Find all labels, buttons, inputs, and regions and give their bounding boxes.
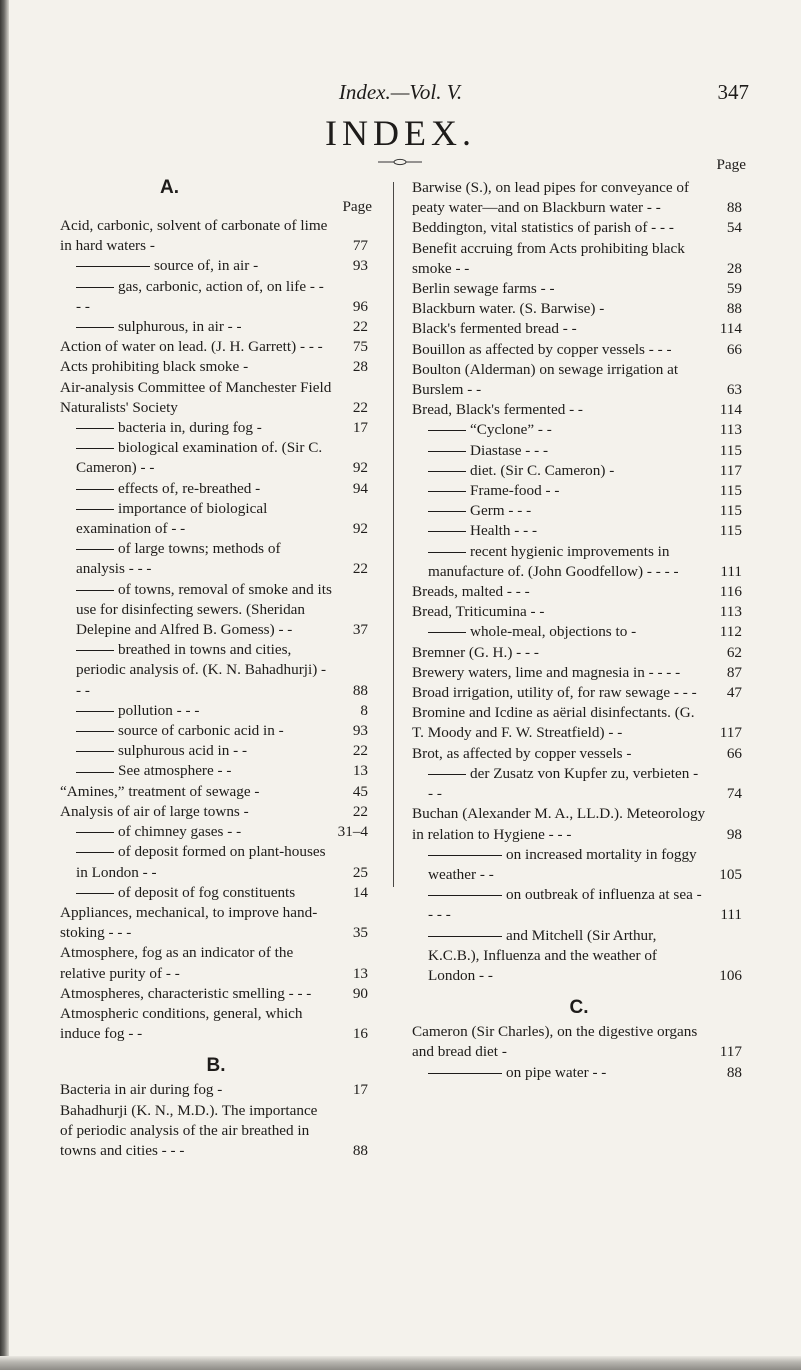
entry-text <box>412 744 706 764</box>
entry-page: 45 <box>352 782 368 800</box>
entry-heading: Boulton (Alderman) on sewage irrigation at Burslem - - <box>412 360 679 399</box>
entry-text <box>60 842 332 882</box>
entry-page: 96 <box>352 297 368 315</box>
entry-heading: sulphurous acid in - - <box>118 742 248 760</box>
ditto-dash <box>76 832 114 833</box>
entry-text <box>60 984 332 1004</box>
entry-page: 117 <box>719 461 742 479</box>
entry-heading: on outbreak of influenza at sea - - - - <box>428 886 702 924</box>
ditto-dash <box>428 471 466 472</box>
running-title: Index.—Vol. V. <box>338 80 463 104</box>
index-entry <box>412 400 746 420</box>
index-entry <box>412 441 746 461</box>
section-heading-b: B. <box>206 1055 226 1077</box>
entry-heading: Health - - - <box>470 522 538 540</box>
entry-page: 88 <box>352 681 368 699</box>
entry-text <box>412 804 706 844</box>
index-entry <box>60 256 372 276</box>
entry-heading: Broad irrigation, utility of, for raw sewage - - - <box>412 684 697 702</box>
entries-c <box>412 1022 746 1083</box>
page-number: 347 <box>717 80 749 104</box>
entries-a <box>60 216 372 1044</box>
entry-page: 115 <box>719 502 742 520</box>
entry-page: 62 <box>726 643 742 661</box>
entry-heading: of deposit of fog constituents <box>118 883 296 901</box>
index-entry <box>412 845 746 885</box>
index-entry <box>412 1063 746 1083</box>
entry-text <box>412 360 706 400</box>
entry-text <box>412 299 706 319</box>
entry-heading: der Zusatz von Kupfer zu, verbieten - - - <box>428 764 699 803</box>
entry-text <box>60 378 332 418</box>
ditto-dash <box>428 855 502 856</box>
entry-text <box>412 340 706 360</box>
entry-text <box>60 337 332 357</box>
index-entry <box>412 926 746 987</box>
entry-heading: importance of biological examination of - - <box>76 499 268 538</box>
entry-text <box>60 216 332 256</box>
ditto-dash <box>76 772 114 773</box>
entry-text <box>412 218 706 238</box>
index-entry <box>60 499 372 539</box>
ditto-dash <box>428 491 466 492</box>
right-column <box>412 156 746 1083</box>
entry-page: 22 <box>352 318 368 336</box>
index-entry <box>412 299 746 319</box>
index-entry <box>412 461 746 481</box>
entry-text <box>412 542 706 582</box>
entry-heading: Appliances, mechanical, to improve hand-stoking - - - <box>60 903 318 942</box>
entry-page: 88 <box>726 199 742 217</box>
index-entry <box>412 340 746 360</box>
ditto-dash <box>428 1073 502 1074</box>
entry-heading: gas, carbonic, action of, on life - - - - <box>76 277 324 315</box>
index-entry <box>412 178 746 218</box>
entry-text <box>60 418 332 438</box>
entry-page: 47 <box>726 684 742 702</box>
entry-page: 14 <box>352 883 368 901</box>
entry-text <box>60 580 332 641</box>
index-entry <box>412 703 746 743</box>
entry-page: 87 <box>726 663 742 681</box>
index-entry <box>60 357 372 377</box>
entry-heading: breathed in towns and cities, periodic analysis of. (K. N. Bahadhurji) - - - <box>76 641 327 699</box>
entry-page: 116 <box>719 583 742 601</box>
ditto-dash <box>428 774 466 775</box>
entry-heading: Action of water on lead. (J. H. Garrett) - - - <box>60 338 323 356</box>
entry-text <box>412 501 706 521</box>
entry-page: 17 <box>352 419 368 437</box>
index-entry <box>60 701 372 721</box>
index-entry <box>412 744 746 764</box>
entry-heading: recent hygienic improvements in manufacture of. (John Goodfellow) - - - - <box>428 542 679 580</box>
ditto-dash <box>76 852 114 853</box>
entry-heading: Analysis of air of large towns - <box>60 802 249 820</box>
ditto-dash <box>76 650 114 651</box>
entry-heading: Bremner (G. H.) - - - <box>412 643 539 661</box>
index-entry <box>412 1022 746 1062</box>
index-entry <box>60 1101 372 1162</box>
entry-page: 93 <box>352 257 368 275</box>
entry-text <box>60 903 332 943</box>
entry-heading: effects of, re-breathed - <box>118 479 261 497</box>
entry-text <box>412 663 706 683</box>
entry-heading: Brot, as affected by copper vessels - <box>412 744 632 762</box>
ditto-dash <box>76 327 114 328</box>
entry-text <box>60 357 332 377</box>
entry-text <box>412 845 706 885</box>
entry-text <box>60 539 332 579</box>
entry-text <box>412 461 706 481</box>
entry-text <box>412 643 706 663</box>
index-entry <box>60 317 372 337</box>
entry-page: 114 <box>719 320 742 338</box>
ditto-dash <box>76 751 114 752</box>
entry-page: 28 <box>352 358 368 376</box>
entry-text <box>60 277 332 317</box>
entry-page: 106 <box>719 966 742 984</box>
index-entry <box>412 683 746 703</box>
entry-heading: See atmosphere - - <box>118 762 232 780</box>
entry-heading: Cameron (Sir Charles), on the digestive organs and bread diet - <box>412 1023 698 1061</box>
index-entry <box>60 802 372 822</box>
index-entry <box>412 602 746 622</box>
entry-heading: Bread, Black's fermented - - <box>412 401 583 419</box>
entry-page: 13 <box>352 762 368 780</box>
entry-heading: pollution - - - <box>118 701 200 719</box>
index-entry <box>412 481 746 501</box>
entry-heading: Germ - - - <box>470 502 532 520</box>
index-entry <box>412 764 746 804</box>
index-entry <box>412 319 746 339</box>
ditto-dash <box>76 509 114 510</box>
entry-page: 63 <box>726 381 742 399</box>
ditto-dash <box>76 287 114 288</box>
entry-heading: biological examination of. (Sir C. Cameron) - - <box>76 439 323 477</box>
index-entry <box>60 277 372 317</box>
entry-text <box>412 400 706 420</box>
entry-page: 74 <box>726 785 742 803</box>
entry-heading: Air-analysis Committee of Manchester Field Naturalists' Society <box>60 378 332 416</box>
index-entry <box>60 984 372 1004</box>
index-entry <box>60 438 372 478</box>
entry-heading: Beddington, vital statistics of parish of - - - <box>412 219 674 237</box>
index-entry <box>412 279 746 299</box>
entry-text <box>412 602 706 622</box>
entry-page: 8 <box>360 701 368 719</box>
entry-page: 115 <box>719 441 742 459</box>
entry-heading: source of carbonic acid in - <box>118 722 284 740</box>
entry-heading: Barwise (S.), on lead pipes for conveyance of peaty water—and on Blackburn water - - <box>412 179 690 217</box>
entry-heading: Frame-food - - <box>470 482 560 500</box>
entry-page: 117 <box>719 1043 742 1061</box>
index-entry <box>60 943 372 983</box>
entry-text <box>60 782 332 802</box>
entry-text <box>60 1004 332 1044</box>
entries-b-right <box>412 178 746 986</box>
entry-heading: Acts prohibiting black smoke - <box>60 358 249 376</box>
entry-heading: bacteria in, during fog - <box>118 419 262 437</box>
index-entry <box>412 360 746 400</box>
column-divider <box>393 182 394 887</box>
index-entry <box>60 479 372 499</box>
entry-page: 22 <box>352 560 368 578</box>
entry-page: 92 <box>352 520 368 538</box>
entry-text <box>412 1063 706 1083</box>
entry-heading: whole-meal, objections to - <box>470 623 637 641</box>
index-entry <box>412 218 746 238</box>
ditto-dash <box>76 266 150 267</box>
entry-page: 77 <box>352 237 368 255</box>
entry-page: 105 <box>719 865 742 883</box>
entry-page: 22 <box>352 802 368 820</box>
entry-page: 66 <box>726 744 742 762</box>
entry-page: 16 <box>352 1025 368 1043</box>
ditto-dash <box>428 511 466 512</box>
entry-heading: “Amines,” treatment of sewage - <box>60 782 260 800</box>
entry-page: 54 <box>726 219 742 237</box>
entry-page: 75 <box>352 338 368 356</box>
section-heading-c: C. <box>569 997 589 1019</box>
entry-text <box>60 256 332 276</box>
page-column-label-right: Page <box>716 156 746 173</box>
entry-heading: Black's fermented bread - - <box>412 320 577 338</box>
entry-text <box>412 279 706 299</box>
index-entry <box>412 239 746 279</box>
entry-heading: Benefit accruing from Acts prohibiting black smoke - - <box>412 239 685 277</box>
running-head <box>0 80 801 106</box>
entry-heading: Berlin sewage farms - - <box>412 280 555 298</box>
entry-text <box>412 703 706 743</box>
entry-text <box>412 521 706 541</box>
ditto-dash <box>76 590 114 591</box>
index-title: INDEX. <box>325 113 476 153</box>
entry-heading: Bahadhurji (K. N., M.D.). The importance of periodic analysis of the air breathed in towns and cities - - - <box>60 1101 318 1159</box>
entry-page: 66 <box>726 340 742 358</box>
index-entry <box>60 761 372 781</box>
entry-page: 117 <box>719 724 742 742</box>
entry-heading: diet. (Sir C. Cameron) - <box>470 461 615 479</box>
entry-heading: “Cyclone” - - <box>470 421 552 439</box>
ditto-dash <box>428 895 502 896</box>
entry-heading: Bread, Triticumina - - <box>412 603 545 621</box>
entry-heading: Blackburn water. (S. Barwise) - <box>412 300 605 318</box>
entry-page: 111 <box>720 562 742 580</box>
entry-heading: Breads, malted - - - <box>412 583 530 601</box>
index-entry <box>60 721 372 741</box>
entry-heading: of chimney gases - - <box>118 823 242 841</box>
entry-page: 35 <box>352 924 368 942</box>
entry-heading: Bouillon as affected by copper vessels - - - <box>412 340 672 358</box>
ditto-dash <box>428 552 466 553</box>
entry-text <box>60 802 332 822</box>
entries-b-left <box>60 1080 372 1161</box>
entry-page: 37 <box>352 621 368 639</box>
ditto-dash <box>76 428 114 429</box>
entry-page: 28 <box>726 259 742 277</box>
entry-text <box>412 319 706 339</box>
entry-heading: of deposit formed on plant-houses in London - - <box>76 843 326 881</box>
entry-page: 88 <box>726 300 742 318</box>
index-entry <box>412 885 746 925</box>
entry-page: 114 <box>719 401 742 419</box>
index-entry <box>412 643 746 663</box>
index-entry <box>60 1080 372 1100</box>
entry-page: 31–4 <box>337 823 368 841</box>
entry-text <box>412 420 706 440</box>
index-entry <box>60 640 372 701</box>
entry-heading: source of, in air - <box>154 257 259 275</box>
entry-text <box>412 622 706 642</box>
ditto-dash <box>76 549 114 550</box>
entry-heading: of towns, removal of smoke and its use for disinfecting sewers. (Sheridan Delepine and Alfred B. Gomess) - - <box>76 580 332 639</box>
entry-heading: Atmospheres, characteristic smelling - - - <box>60 984 312 1002</box>
index-entry <box>60 539 372 579</box>
entry-text <box>412 481 706 501</box>
entry-page: 113 <box>719 421 742 439</box>
entry-heading: Brewery waters, lime and magnesia in - - - - <box>412 663 681 681</box>
entry-page: 98 <box>726 825 742 843</box>
entry-heading: sulphurous, in air - - <box>118 318 242 336</box>
entry-page: 25 <box>352 863 368 881</box>
index-entry <box>60 1004 372 1044</box>
entry-text <box>60 1080 332 1100</box>
entry-text <box>412 764 706 804</box>
entry-heading: Bromine and Icdine as aërial disinfectants. (G. T. Moody and F. W. Streatfield) - - <box>412 704 695 742</box>
entry-text <box>60 721 332 741</box>
entry-page: 90 <box>352 984 368 1002</box>
page-bottom-shadow <box>0 1356 801 1370</box>
entry-text <box>60 1101 332 1162</box>
entry-text <box>60 438 332 478</box>
entry-text <box>60 640 332 701</box>
entry-page: 94 <box>352 479 368 497</box>
index-entry <box>412 501 746 521</box>
entry-text <box>412 926 706 987</box>
entry-text <box>60 479 332 499</box>
index-entry <box>60 883 372 903</box>
entry-page: 115 <box>719 482 742 500</box>
entry-text <box>412 885 706 925</box>
ditto-dash <box>76 489 114 490</box>
entry-page: 115 <box>719 522 742 540</box>
entry-text <box>60 822 332 842</box>
entry-text <box>60 883 332 903</box>
entry-page: 22 <box>352 398 368 416</box>
entry-text <box>60 741 332 761</box>
page-binding-shadow <box>0 0 9 1370</box>
index-entry <box>412 420 746 440</box>
entry-heading: on increased mortality in foggy weather - - <box>428 845 697 883</box>
index-entry <box>60 580 372 641</box>
entry-page: 22 <box>352 742 368 760</box>
entry-text <box>60 701 332 721</box>
entry-text <box>60 317 332 337</box>
ditto-dash <box>428 632 466 633</box>
entry-heading: on pipe water - - <box>506 1063 607 1081</box>
ditto-dash <box>428 531 466 532</box>
index-entry <box>412 542 746 582</box>
ornament-rule-icon <box>378 158 422 166</box>
entry-text <box>412 683 706 703</box>
entry-page: 88 <box>352 1141 368 1159</box>
index-entry <box>412 804 746 844</box>
index-entry <box>60 378 372 418</box>
entry-page: 17 <box>352 1081 368 1099</box>
entry-text <box>412 441 706 461</box>
entry-page: 113 <box>719 603 742 621</box>
entry-page: 111 <box>720 906 742 924</box>
entry-page: 88 <box>726 1063 742 1081</box>
entry-heading: Acid, carbonic, solvent of carbonate of lime in hard waters - <box>60 217 328 255</box>
ditto-dash <box>76 711 114 712</box>
ditto-dash <box>428 451 466 452</box>
entry-page: 112 <box>719 623 742 641</box>
entry-heading: and Mitchell (Sir Arthur, K.C.B.), Influenza and the weather of London - - <box>428 926 657 984</box>
index-entry <box>60 337 372 357</box>
page-column-label: Page <box>342 198 372 215</box>
entry-heading: Diastase - - - <box>470 441 549 459</box>
section-heading-a: A. <box>160 177 179 198</box>
entry-heading: of large towns; methods of analysis - - - <box>76 540 281 578</box>
entry-text <box>412 582 706 602</box>
entry-heading: Atmospheric conditions, general, which induce fog - - <box>60 1004 303 1043</box>
index-entry <box>412 521 746 541</box>
entry-page: 93 <box>352 722 368 740</box>
index-entry <box>60 216 372 256</box>
index-entry <box>412 663 746 683</box>
entry-heading: Bacteria in air during fog - <box>60 1081 223 1099</box>
ditto-dash <box>76 448 114 449</box>
left-column <box>60 178 372 1161</box>
ditto-dash <box>428 936 502 937</box>
index-entry <box>60 822 372 842</box>
entry-page: 13 <box>352 964 368 982</box>
ditto-dash <box>428 430 466 431</box>
entry-text <box>412 178 706 218</box>
index-entry <box>60 903 372 943</box>
index-entry <box>412 582 746 602</box>
ditto-dash <box>76 731 114 732</box>
index-entry <box>60 782 372 802</box>
index-entry <box>60 418 372 438</box>
entry-heading: Atmosphere, fog as an indicator of the relative purity of - - <box>60 944 294 982</box>
entry-text <box>60 761 332 781</box>
entry-heading: Buchan (Alexander M. A., LL.D.). Meteorology in relation to Hygiene - - - <box>412 805 706 843</box>
entry-text <box>412 239 706 279</box>
index-entry <box>60 842 372 882</box>
entry-text <box>60 499 332 539</box>
index-entry <box>60 741 372 761</box>
entry-page: 92 <box>352 459 368 477</box>
index-entry <box>412 622 746 642</box>
entry-text <box>60 943 332 983</box>
entry-text <box>412 1022 706 1062</box>
entry-page: 59 <box>726 280 742 298</box>
ditto-dash <box>76 893 114 894</box>
